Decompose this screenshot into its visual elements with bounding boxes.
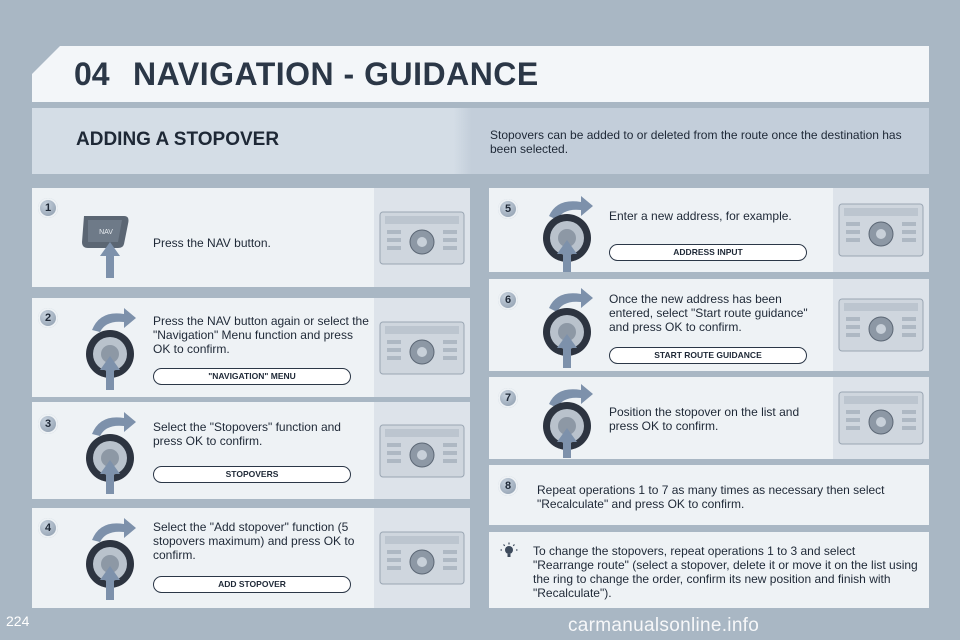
device-thumbnail	[833, 377, 929, 459]
step-badge: 4	[38, 518, 58, 538]
tip-text: To change the stopovers, repeat operations 1 to 3 and select "Rearrange route" (select a stopover, delete it or move it on the list using the ring to change the order, confirm its new position and finish with "Recalculate").	[533, 544, 918, 600]
radio-unit-illustration	[379, 208, 465, 268]
step-text: Select the "Add stopover" function (5 stopovers maximum) and press OK to confirm.	[153, 520, 355, 562]
menu-label-pill: ADD STOPOVER	[153, 576, 351, 593]
radio-unit-illustration	[838, 200, 924, 260]
step-text: Press the NAV button again or select the "Navigation" Menu function and press OK to confirm.	[153, 314, 369, 356]
chapter-number: 04	[74, 56, 110, 92]
step-badge: 5	[498, 199, 518, 219]
radio-unit-illustration	[379, 421, 465, 481]
step-text: Enter a new address, for example.	[609, 209, 792, 223]
device-thumbnail	[833, 279, 929, 371]
step-badge: 8	[498, 476, 518, 496]
step-text: Select the "Stopovers" function and press OK to confirm.	[153, 420, 341, 448]
radio-unit-illustration	[379, 528, 465, 588]
watermark: carmanualsonline.info	[568, 615, 760, 636]
lightbulb-icon	[500, 542, 518, 560]
radio-unit-illustration	[838, 388, 924, 448]
device-thumbnail	[374, 402, 470, 499]
nav-label: NAV	[99, 229, 113, 236]
menu-label-pill: "NAVIGATION" MENU	[153, 368, 351, 385]
device-thumbnail	[374, 508, 470, 608]
menu-label-pill: STOPOVERS	[153, 466, 351, 483]
page-number: 224	[6, 613, 30, 629]
ok-knob-icon	[537, 284, 599, 370]
step-text: Position the stopover on the list and press OK to confirm.	[609, 405, 800, 433]
device-thumbnail	[833, 188, 929, 272]
menu-label-pill: ADDRESS INPUT	[609, 244, 807, 261]
step-badge: 7	[498, 388, 518, 408]
step-badge: 3	[38, 414, 58, 434]
step-badge: 2	[38, 308, 58, 328]
intro-text: Stopovers can be added to or deleted from the route once the destination has been selected.	[490, 128, 902, 156]
section-title: ADDING A STOPOVER	[76, 129, 280, 150]
step-text: Press the NAV button.	[153, 236, 271, 250]
ok-knob-icon	[80, 304, 142, 392]
device-thumbnail	[374, 298, 470, 397]
ok-knob-icon	[80, 408, 142, 496]
step-text: Repeat operations 1 to 7 as many times as necessary then select "Recalculate" and press OK to confirm.	[537, 483, 885, 511]
step-badge: 1	[38, 198, 58, 218]
step-badge: 6	[498, 290, 518, 310]
device-thumbnail	[374, 188, 470, 287]
chapter-title: NAVIGATION - GUIDANCE	[133, 56, 539, 92]
menu-label-pill: START ROUTE GUIDANCE	[609, 347, 807, 364]
radio-unit-illustration	[838, 295, 924, 355]
step-text: Once the new address has been entered, select "Start route guidance" and press OK to confirm.	[609, 292, 808, 334]
ok-knob-icon	[80, 514, 142, 602]
nav-button-icon	[80, 212, 140, 280]
ok-knob-icon	[537, 192, 599, 274]
radio-unit-illustration	[379, 318, 465, 378]
ok-knob-icon	[537, 380, 599, 460]
